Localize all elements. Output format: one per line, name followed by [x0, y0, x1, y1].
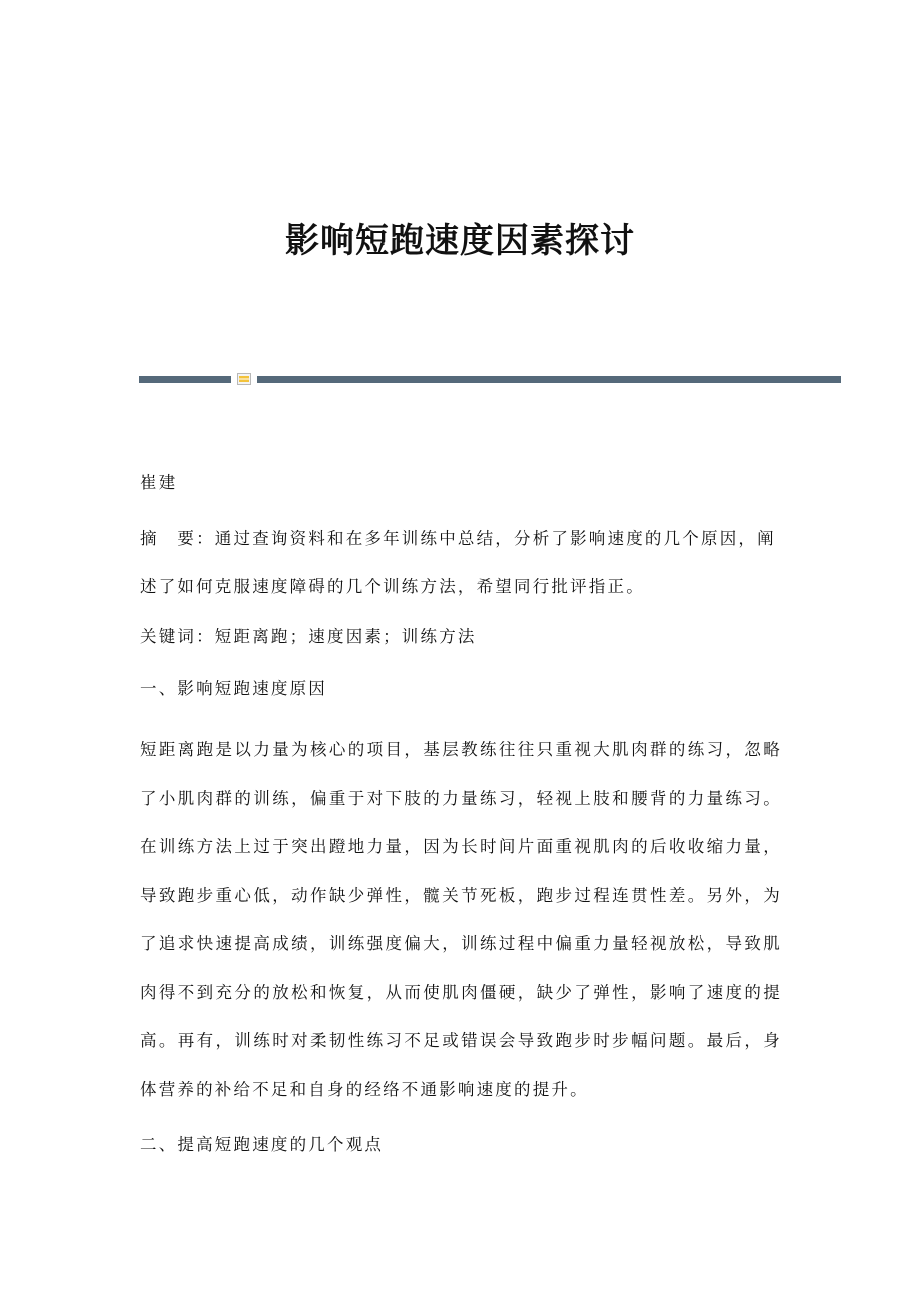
- section-heading-2: 二、提高短跑速度的几个观点: [140, 1135, 384, 1154]
- abstract-paragraph: 摘 要：通过查询资料和在多年训练中总结，分析了影响速度的几个原因，阐述了如何克服速度障碍的几个训练方法，希望同行批评指正。: [140, 529, 776, 596]
- divider-bar-left: [139, 376, 231, 383]
- section-1-paragraph: 短距离跑是以力量为核心的项目，基层教练往往只重视大肌肉群的练习，忽略了小肌肉群的训练，偏重于对下肢的力量练习，轻视上肢和腰背的力量练习。在训练方法上过于突出蹬地力量，因为长时间片面重视肌肉的后收收缩力量，导致跑步重心低，动作缺少弹性，髋关节死板，跑步过程连贯性差。另外，为了追求快速提高成绩，训练强度偏大，训练过程中偏重力量轻视放松，导致肌肉得不到充分的放松和恢复，从而使肌肉僵硬，缺少了弹性，影响了速度的提高。再有，训练时对柔韧性练习不足或错误会导致跑步时步幅问题。最后，身体营养的补给不足和自身的经络不通影响速度的提升。: [140, 740, 782, 1099]
- keywords-line: 关键词：短距离跑；速度因素；训练方法: [140, 627, 477, 646]
- author-name: 崔建: [140, 473, 178, 492]
- section-heading-1: 一、影响短跑速度原因: [140, 679, 327, 698]
- divider-ornament-icon: [237, 373, 251, 385]
- document-body: [140, 466, 782, 1162]
- title-divider: [139, 372, 841, 388]
- divider-bar-right: [257, 376, 841, 383]
- document-title: 影响短跑速度因素探讨: [285, 221, 635, 261]
